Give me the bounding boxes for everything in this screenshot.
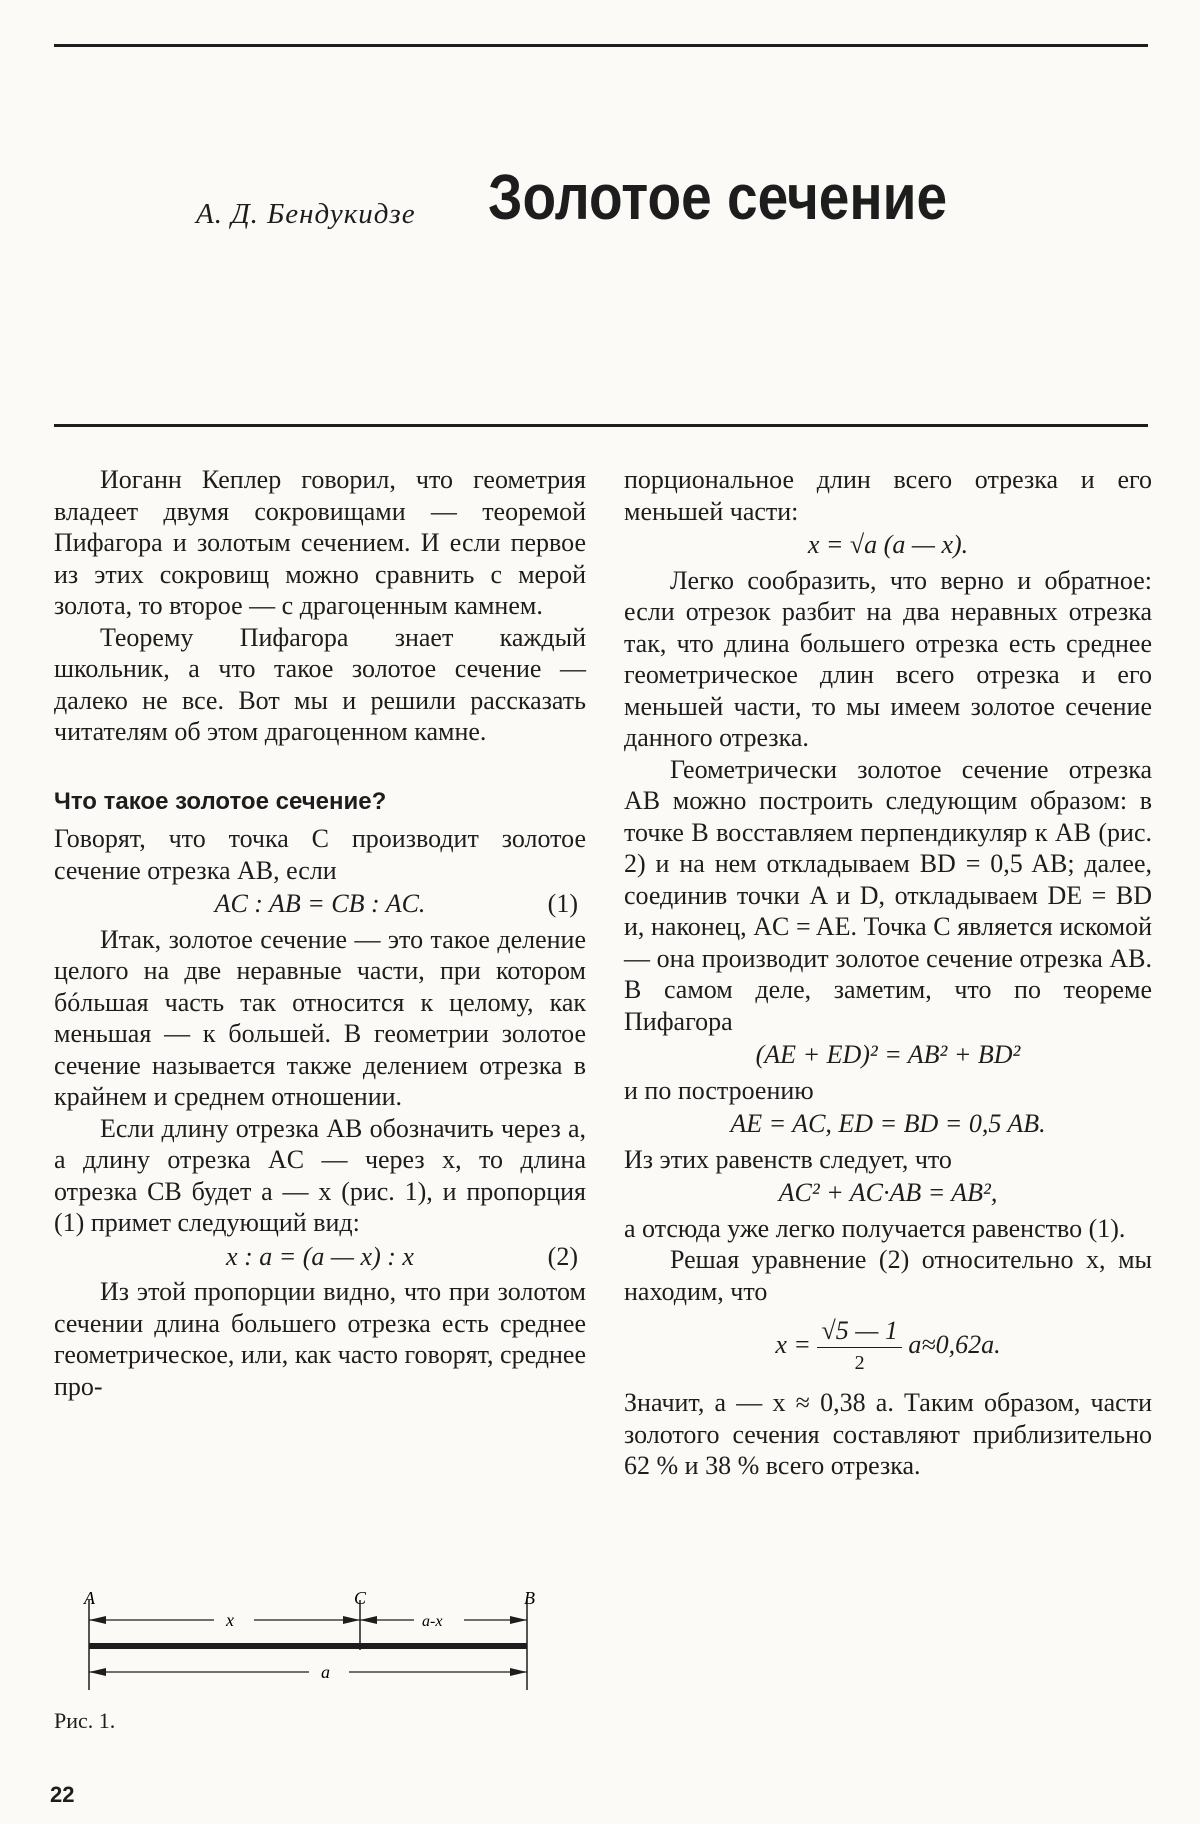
equation-number: (2)	[547, 1241, 578, 1271]
point-label-c: C	[354, 1590, 367, 1608]
dimension-label-a-minus-x: a-x	[422, 1613, 443, 1630]
figure-1	[54, 1590, 554, 1720]
equation-text: AC : AB = CB : AC.	[214, 889, 426, 918]
dimension-label-a: a	[321, 1662, 330, 1682]
paragraph: Геометрически золотое сечение отрезка AB можно построить следующим образом: в точке B восставляем перпендикуляр к AB (рис. 2) и на нем откладываем BD = 0,5 AB; далее, соединив точки A и D, откладываем DE = BD и, наконец, AC = AE. Точка C является искомой — она производит золотое сечение отрезка AB. В самом деле, заметим, что по теореме Пифагора	[624, 754, 1152, 1036]
equation-3	[624, 529, 1152, 561]
equation-number: (1)	[547, 889, 578, 918]
equation-6	[624, 1177, 1152, 1209]
equation-1	[54, 888, 586, 920]
header-rule	[54, 424, 1148, 427]
equation-text: AE = AC, ED = BD = 0,5 AB.	[730, 1109, 1046, 1138]
equation-2	[54, 1241, 586, 1273]
paragraph: а отсюда уже легко получается равенство (1).	[624, 1213, 1126, 1243]
paragraph: Решая уравнение (2) относительно x, мы находим, что	[624, 1245, 1152, 1306]
fraction-numerator: √5 — 1	[817, 1315, 901, 1348]
arrowhead	[510, 1616, 527, 1624]
arrowhead	[89, 1616, 106, 1624]
paragraph: Легко сообразить, что верно и обратное: если отрезок разбит на два неравных отрезка так, что длина большего отрезка есть среднее геометрическое длин всего отрезка и его меньшей части, то мы имеем золотое сечение данного отрезка.	[624, 565, 1152, 752]
equation-4	[624, 1039, 1152, 1071]
equation-lhs: x =	[775, 1329, 811, 1359]
equation-text: x : a = (a — x) : x	[226, 1241, 414, 1271]
paragraph: Говорят, что точка C производит золотое сечение отрезка AB, если	[54, 824, 586, 885]
paragraph: и по построению	[624, 1075, 814, 1105]
point-label-a: A	[84, 1590, 95, 1608]
paragraph: Итак, золотое сечение — это такое деление целого на две неравные части, при котором бóльшая часть так относится к целому, как меньшая — к большей. В геометрии золотое сечение называется также делением отрезка в крайнем и среднем отношении.	[54, 924, 586, 1111]
arrowhead	[510, 1668, 527, 1676]
article-title: Золотое сечение	[488, 161, 948, 233]
section-heading: Что такое золотое сечение?	[54, 787, 387, 815]
equation-text: (AE + ED)² = AB² + BD²	[755, 1040, 1021, 1069]
author-name: А. Д. Бендукидзе	[196, 198, 416, 230]
paragraph: Значит, a — x ≈ 0,38 a. Таким образом, части золотого сечения составляют приблизительно 62 % и 38 % всего отрезка.	[624, 1388, 1152, 1480]
paragraph: Из этих равенств следует, что	[624, 1144, 952, 1174]
paragraph: Теорему Пифагора знает каждый школьник, а что такое золотое сечение — далеко не все. Вот мы и решили рассказать читателям об этом драгоценном камне.	[54, 622, 586, 746]
point-label-b: B	[524, 1590, 535, 1608]
arrowhead	[343, 1616, 360, 1624]
equation-text: AC² + AC·AB = AB²,	[778, 1178, 998, 1207]
right-column	[624, 464, 1152, 1482]
fraction	[817, 1315, 901, 1379]
paragraph: Если длину отрезка AB обозначить через a, а длину отрезка AC — через x, то длина отрезка CB будет a — x (рис. 1), и пропорция (1) примет следующий вид:	[54, 1113, 586, 1237]
paragraph: Из этой пропорции видно, что при золотом сечении длина большего отрезка есть среднее геометрическое, или, как часто говорят, среднее про-	[54, 1277, 586, 1401]
page-number: 22	[50, 1782, 75, 1807]
figure-caption: Рис. 1.	[54, 1708, 116, 1733]
equation-rhs: a≈0,62a.	[908, 1329, 1001, 1359]
paragraph: Иоганн Кеплер говорил, что геометрия владеет двумя сокровищами — теоремой Пифагора и золотым сечением. И если первое из этих сокровищ можно сравнить с мерой золота, то второе — с драгоценным камнем.	[54, 465, 586, 620]
article-header	[0, 160, 1200, 260]
fraction-denominator: 2	[854, 1351, 865, 1374]
dimension-label-x: x	[226, 1610, 234, 1630]
equation-text: x = √a (a — x).	[807, 530, 969, 559]
top-rule	[54, 44, 1148, 47]
equation-5	[624, 1108, 1152, 1140]
arrowhead	[360, 1616, 377, 1624]
left-column	[54, 464, 586, 1402]
figure-1-drawing	[54, 1590, 554, 1710]
paragraph: порциональное длин всего отрезка и его меньшей части:	[624, 465, 1152, 526]
arrowhead	[89, 1668, 106, 1676]
equation-7	[624, 1315, 1152, 1379]
